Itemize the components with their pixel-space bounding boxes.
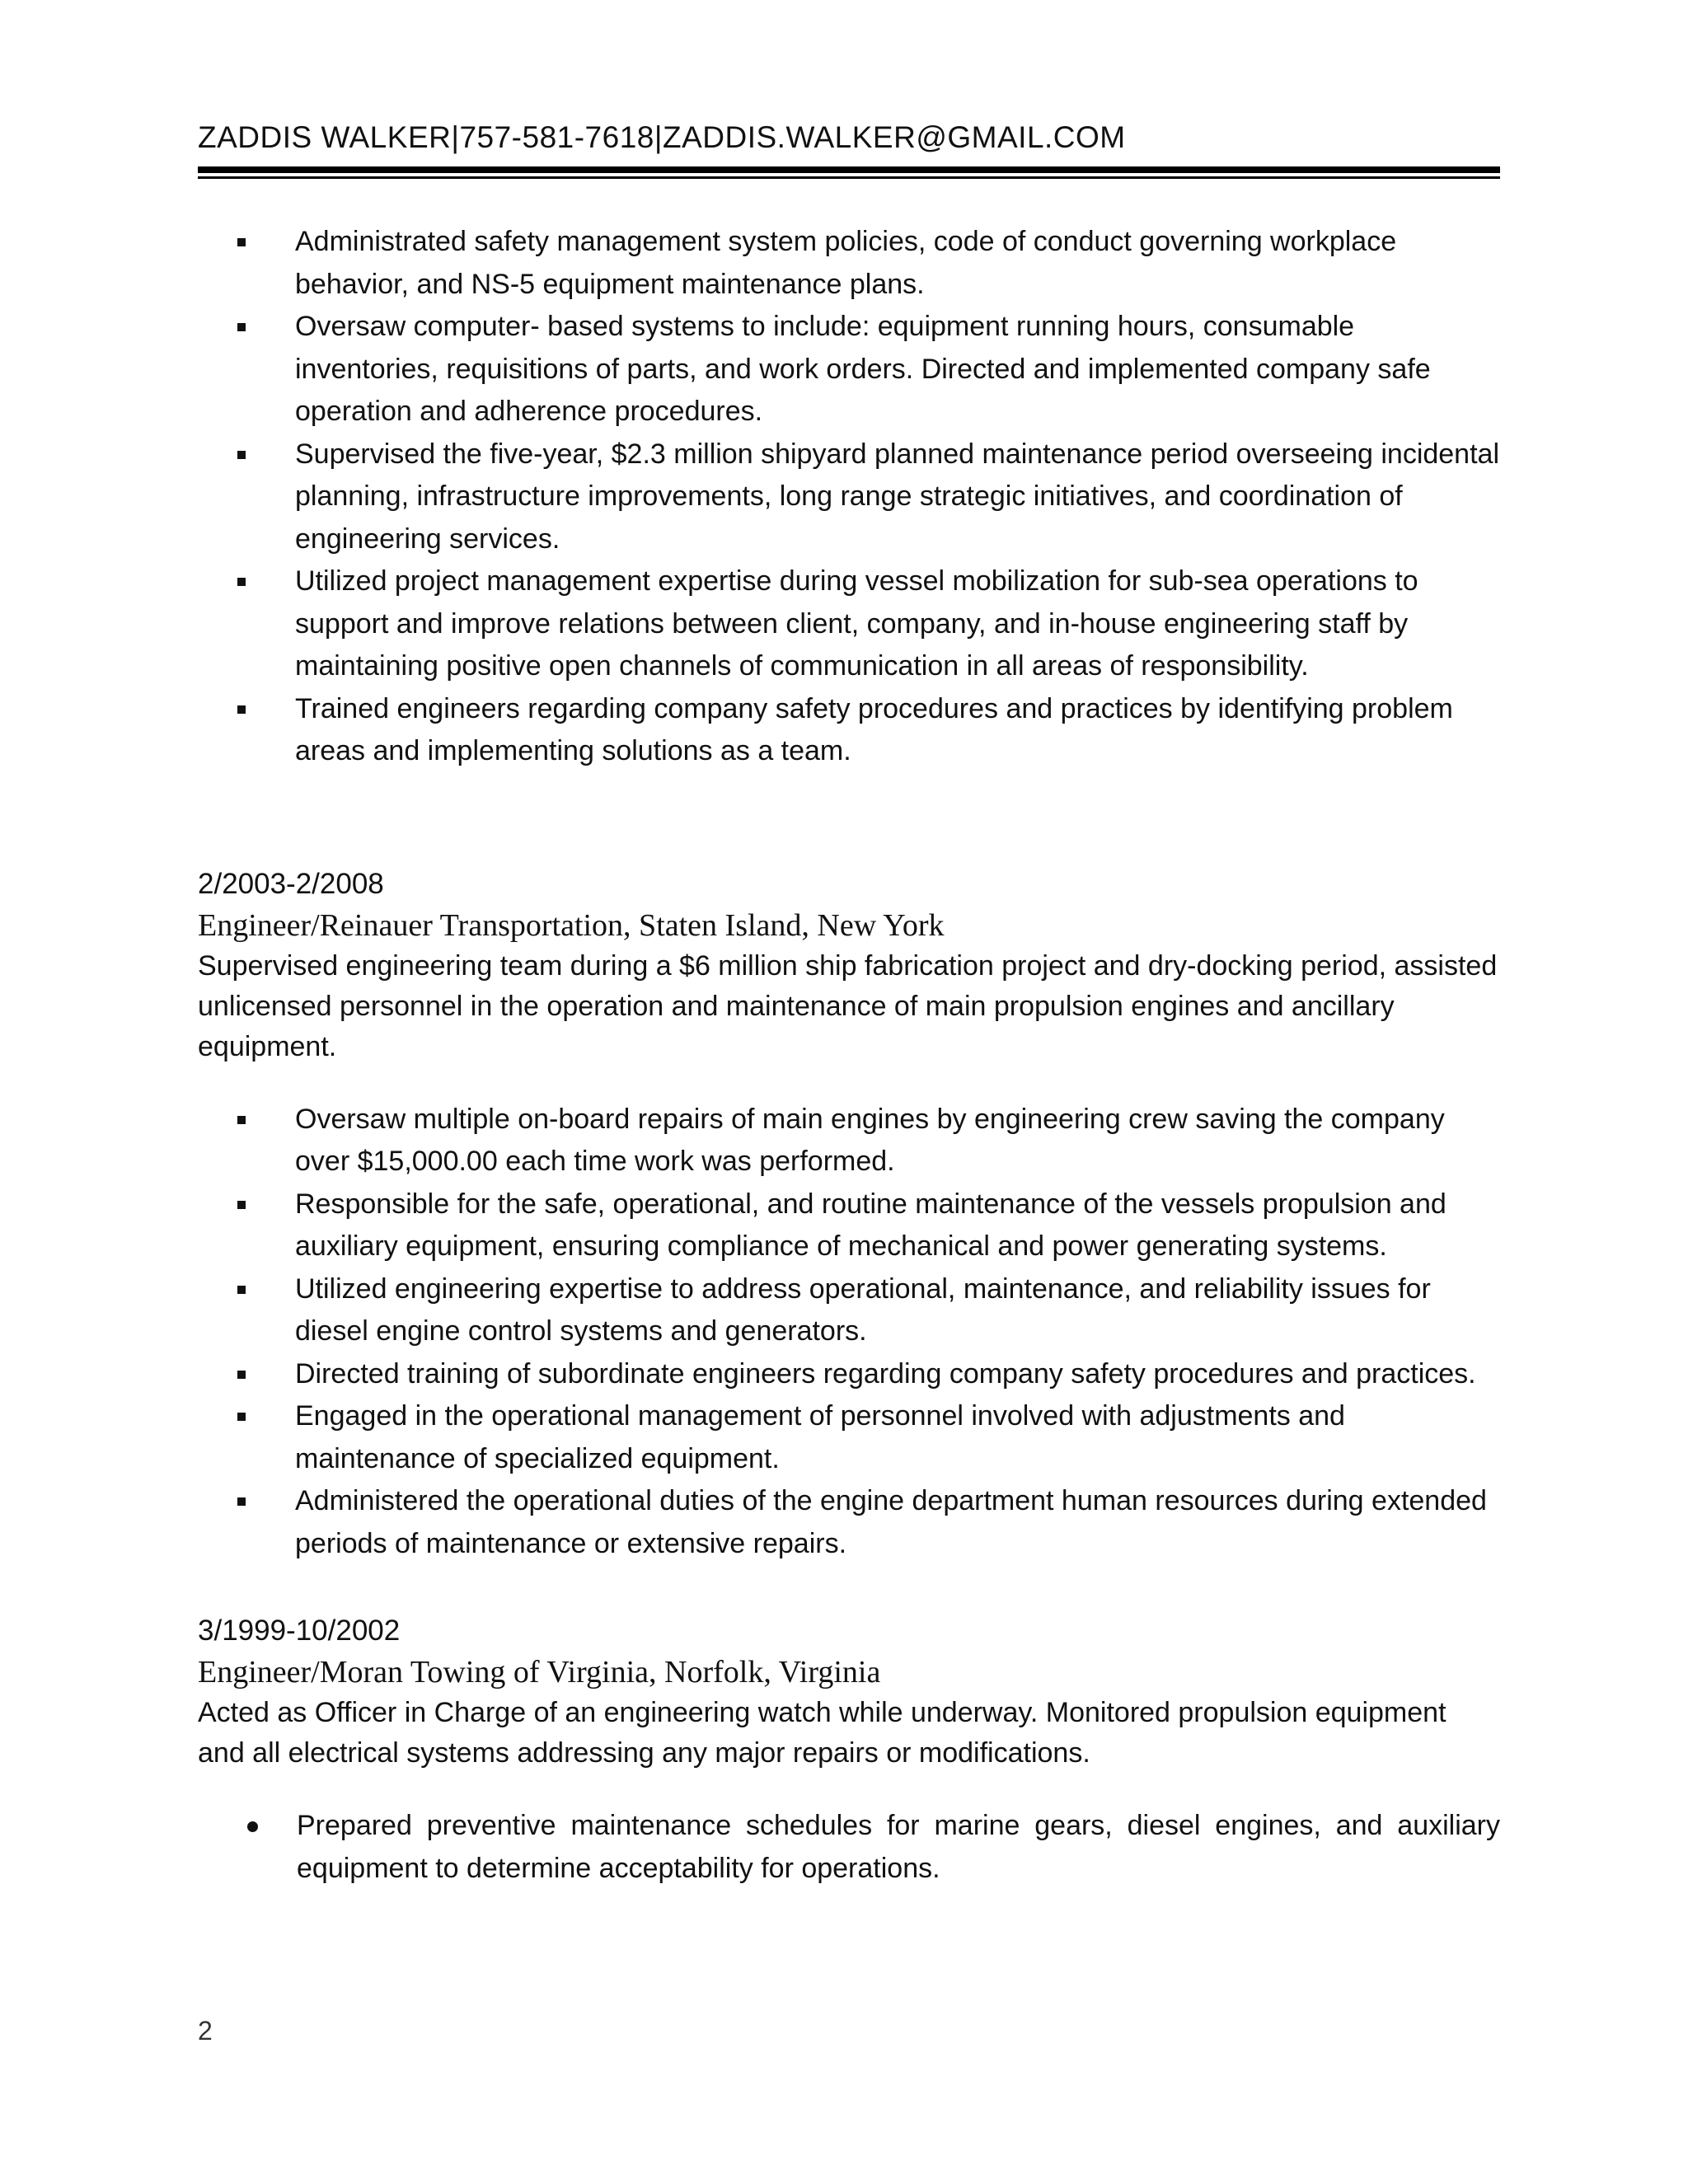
job-title: Engineer/Moran Towing of Virginia, Norfolk, Virginia xyxy=(198,1655,881,1690)
square-bullet-icon xyxy=(237,238,246,246)
job-summary: Supervised engineering team during a $6 million ship fabrication project and dry-docking period, assisted unlicensed personnel in the operation and maintenance of main propulsion engines and ancillary equipment. xyxy=(198,949,1498,1062)
job-summary: Acted as Officer in Charge of an engineering watch while underway. Monitored propulsion equipment and all electrical systems addressing any major repairs or modifications. xyxy=(198,1697,1447,1769)
list-item: Administered the operational duties of the engine department human resources during extended periods of maintenance or extensive repairs. xyxy=(198,1480,1500,1565)
square-bullet-icon xyxy=(237,1413,246,1421)
list-item: Trained engineers regarding company safety procedures and practices by identifying problem areas and implementing solutions as a team. xyxy=(198,688,1500,773)
round-bullet-icon xyxy=(247,1821,258,1832)
page-header xyxy=(198,122,1500,152)
list-item: Oversaw computer- based systems to include: equipment running hours, consumable inventories, requisitions of parts, and work orders. Directed and implemented company safe operation and adherence procedures. xyxy=(198,306,1500,434)
list-item: Directed training of subordinate engineers regarding company safety procedures and practices. xyxy=(198,1353,1500,1396)
square-bullet-icon xyxy=(237,705,246,714)
list-item: Supervised the five-year, $2.3 million shipyard planned maintenance period overseeing incidental planning, infrastructure improvements, long range strategic initiatives, and coordination of engineering services. xyxy=(198,434,1500,561)
job-bullet-list xyxy=(198,1099,1500,1566)
square-bullet-icon xyxy=(237,1286,246,1294)
square-bullet-icon xyxy=(237,1371,246,1379)
resume-body xyxy=(198,221,1500,1890)
job-moran xyxy=(198,1610,1500,1890)
list-item: Oversaw multiple on-board repairs of main engines by engineering crew saving the company over $15,000.00 each time work was performed. xyxy=(198,1099,1500,1183)
list-item: Utilized engineering expertise to address operational, maintenance, and reliability issues for diesel engine control systems and generators. xyxy=(198,1268,1500,1353)
list-item: Administrated safety management system policies, code of conduct governing workplace behavior, and NS-5 equipment maintenance plans. xyxy=(198,221,1500,306)
square-bullet-icon xyxy=(237,1201,246,1209)
square-bullet-icon xyxy=(237,578,246,586)
list-item: Utilized project management expertise during vessel mobilization for sub-sea operations to support and improve relations between client, company, and in-house engineering staff by maintaining positive open channels of communication in all areas of responsibility. xyxy=(198,560,1500,688)
continued-bullet-list xyxy=(198,221,1500,773)
square-bullet-icon xyxy=(237,1497,246,1506)
square-bullet-icon xyxy=(237,1116,246,1124)
list-item: Engaged in the operational management of personnel involved with adjustments and maintenance of specialized equipment. xyxy=(198,1395,1500,1480)
square-bullet-icon xyxy=(237,323,246,331)
job-title: Engineer/Reinauer Transportation, Staten Island, New York xyxy=(198,907,945,943)
square-bullet-icon xyxy=(237,451,246,459)
job-dates: 3/1999-10/2002 xyxy=(198,1615,401,1647)
job-dates: 2/2003-2/2008 xyxy=(198,867,384,900)
page-number: 2 xyxy=(198,2016,213,2046)
job-bullet-list xyxy=(198,1805,1500,1890)
list-item: Responsible for the safe, operational, and routine maintenance of the vessels propulsion and auxiliary equipment, ensuring compliance of mechanical and power generating systems. xyxy=(198,1183,1500,1268)
list-item: Prepared preventive maintenance schedules for marine gears, diesel engines, and auxiliary equipment to determine acceptability for operations. xyxy=(198,1805,1500,1890)
job-reinauer xyxy=(198,864,1500,1566)
header-contact-line: ZADDIS WALKER|757-581-7618|ZADDIS.WALKER@GMAIL.COM xyxy=(198,120,1126,154)
header-rule-thin xyxy=(198,176,1500,179)
header-rule-thick xyxy=(198,166,1500,173)
